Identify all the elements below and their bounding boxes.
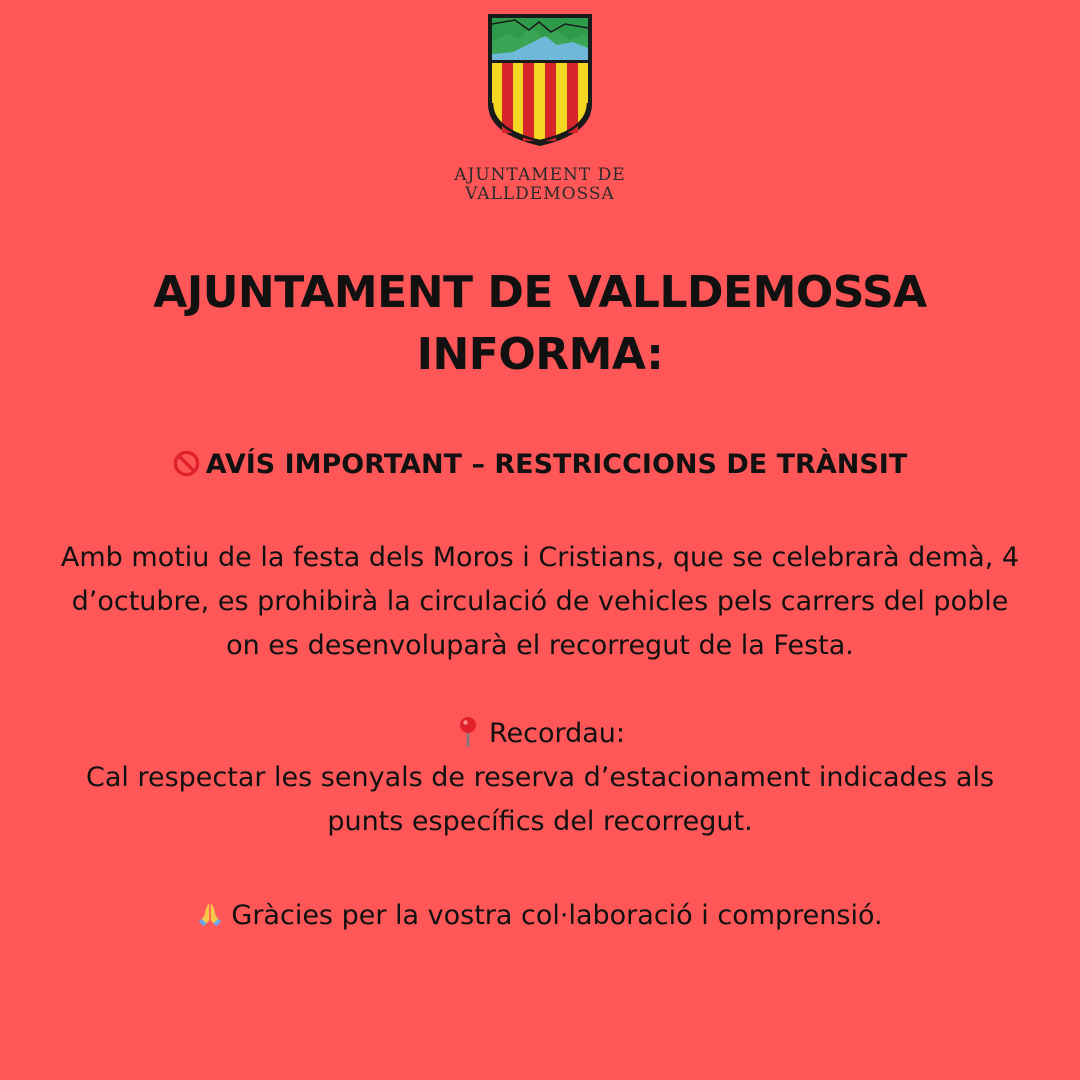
event-paragraph-line2: d’octubre, es prohibirà la circulació de vehicles pels carrers del poble	[71, 586, 1009, 617]
event-paragraph-line3: on es desenvoluparà el recorregut de la Festa.	[226, 630, 854, 661]
page-title	[40, 262, 1040, 386]
event-paragraph	[0, 536, 1080, 668]
round-pushpin-icon	[455, 716, 481, 748]
prohibited-icon	[173, 450, 200, 477]
reminder-line2: punts específics del recorregut.	[327, 806, 753, 837]
reminder-line1: Cal respectar les senyals de reserva d’estacionament indicades als	[85, 762, 995, 793]
logo-text-line1: AJUNTAMENT DE	[454, 165, 626, 185]
page-title-line1: AJUNTAMENT DE VALLDEMOSSA	[153, 267, 927, 318]
municipal-logo	[0, 12, 1080, 204]
event-paragraph-line1: Amb motiu de la festa dels Moros i Cristians, que se celebrarà demà, 4	[60, 542, 1020, 573]
notice-text: AVÍS IMPORTANT – RESTRICCIONS DE TRÀNSIT	[205, 449, 908, 480]
page-title-line2: INFORMA:	[416, 329, 664, 380]
coat-of-arms-icon	[485, 12, 595, 148]
reminder-label: Recordau:	[488, 718, 626, 749]
notice-heading	[0, 446, 1080, 484]
reminder-heading	[0, 712, 1080, 756]
reminder-section	[0, 712, 1080, 844]
thanks-text: Gràcies per la vostra col·laboració i comprensió.	[231, 900, 883, 931]
thanks-line	[0, 894, 1080, 938]
praying-hands-icon	[197, 898, 223, 930]
logo-text-line2: VALLDEMOSSA	[465, 184, 615, 204]
